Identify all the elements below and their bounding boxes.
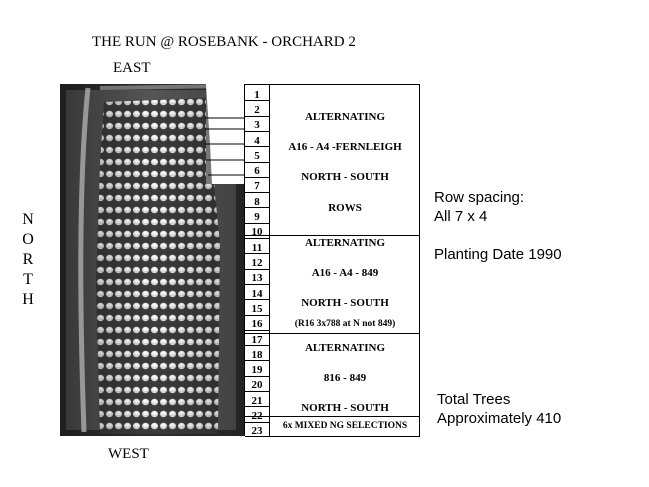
block-3-line-1: ALTERNATING [304, 342, 386, 354]
row-number: 15 [251, 302, 263, 315]
row-separator [245, 406, 269, 407]
row-separator [245, 162, 269, 163]
block-1-line-2: A16 - A4 -FERNLEIGH [288, 141, 402, 153]
block-1-line-3: NORTH - SOUTH [301, 171, 389, 183]
row-number: 9 [254, 211, 260, 224]
north-letter: H [22, 291, 34, 308]
block-divider [245, 416, 420, 417]
row-separator [245, 253, 269, 254]
block-divider [245, 436, 420, 437]
row-separator [245, 146, 269, 147]
orchard-aerial-photo [60, 84, 245, 436]
row-separator [245, 299, 269, 300]
row-number: 13 [251, 272, 263, 285]
row-separator [245, 238, 269, 239]
row-separator [245, 100, 269, 101]
row-separator [245, 207, 269, 208]
west-label: WEST [108, 446, 149, 462]
row-number: 5 [254, 149, 260, 162]
row-separator [245, 116, 269, 117]
row-spacing-label: Row spacing: [434, 189, 525, 206]
row-number: 17 [251, 333, 263, 346]
row-separator [245, 192, 269, 193]
block-4-line-1: 6x MIXED NG SELECTIONS [282, 421, 408, 431]
north-letter: N [22, 211, 34, 228]
row-number: 21 [251, 394, 263, 407]
block-2-line-2: A16 - A4 - 849 [311, 267, 379, 279]
row-number: 10 [251, 226, 263, 239]
row-number: 2 [254, 103, 260, 116]
total-trees-value: Approximately 410 [437, 410, 562, 427]
north-letter: R [22, 251, 34, 268]
row-number: 16 [251, 318, 263, 331]
row-number: 7 [254, 180, 260, 193]
block-1-line-1: ALTERNATING [304, 111, 386, 123]
north-label [19, 210, 37, 310]
row-number: 3 [254, 119, 260, 132]
row-table [244, 84, 420, 436]
block-1-line-4: ROWS [328, 202, 362, 214]
row-separator [245, 345, 269, 346]
row-number: 22 [251, 410, 263, 423]
row-separator [245, 131, 269, 132]
row-number: 14 [251, 287, 263, 300]
row-separator [245, 223, 269, 224]
total-trees-label: Total Trees [437, 391, 511, 408]
row-separator [245, 269, 269, 270]
block-2-line-1: ALTERNATING [304, 237, 386, 249]
row-separator [245, 360, 269, 361]
row-separator [245, 330, 269, 331]
row-separator [245, 391, 269, 392]
block-3-line-3: NORTH - SOUTH [301, 402, 389, 414]
block-3-line-2: 816 - 849 [323, 372, 367, 384]
planting-date: Planting Date 1990 [434, 246, 562, 263]
row-separator [245, 315, 269, 316]
diagram-title: THE RUN @ ROSEBANK - ORCHARD 2 [92, 34, 356, 50]
row-number: 4 [254, 134, 260, 147]
block-2-line-3: NORTH - SOUTH [301, 297, 389, 309]
block-2-line-4: (R16 3x788 at N not 849) [294, 319, 396, 329]
north-letter: O [22, 231, 34, 248]
row-number: 11 [251, 241, 263, 254]
block-divider [245, 235, 420, 236]
row-number: 19 [251, 364, 263, 377]
block-divider [245, 333, 420, 334]
row-number: 18 [251, 348, 263, 361]
row-separator [245, 177, 269, 178]
row-number: 6 [254, 165, 260, 178]
row-spacing-value: All 7 x 4 [434, 208, 488, 225]
east-label: EAST [113, 60, 151, 76]
row-number: 23 [251, 425, 263, 438]
row-number: 12 [251, 257, 263, 269]
row-number: 8 [254, 195, 260, 208]
row-number: 1 [254, 88, 260, 101]
row-number: 20 [251, 379, 263, 392]
row-separator [245, 422, 269, 423]
row-separator [245, 284, 269, 285]
row-separator [245, 376, 269, 377]
north-letter: T [23, 271, 33, 288]
